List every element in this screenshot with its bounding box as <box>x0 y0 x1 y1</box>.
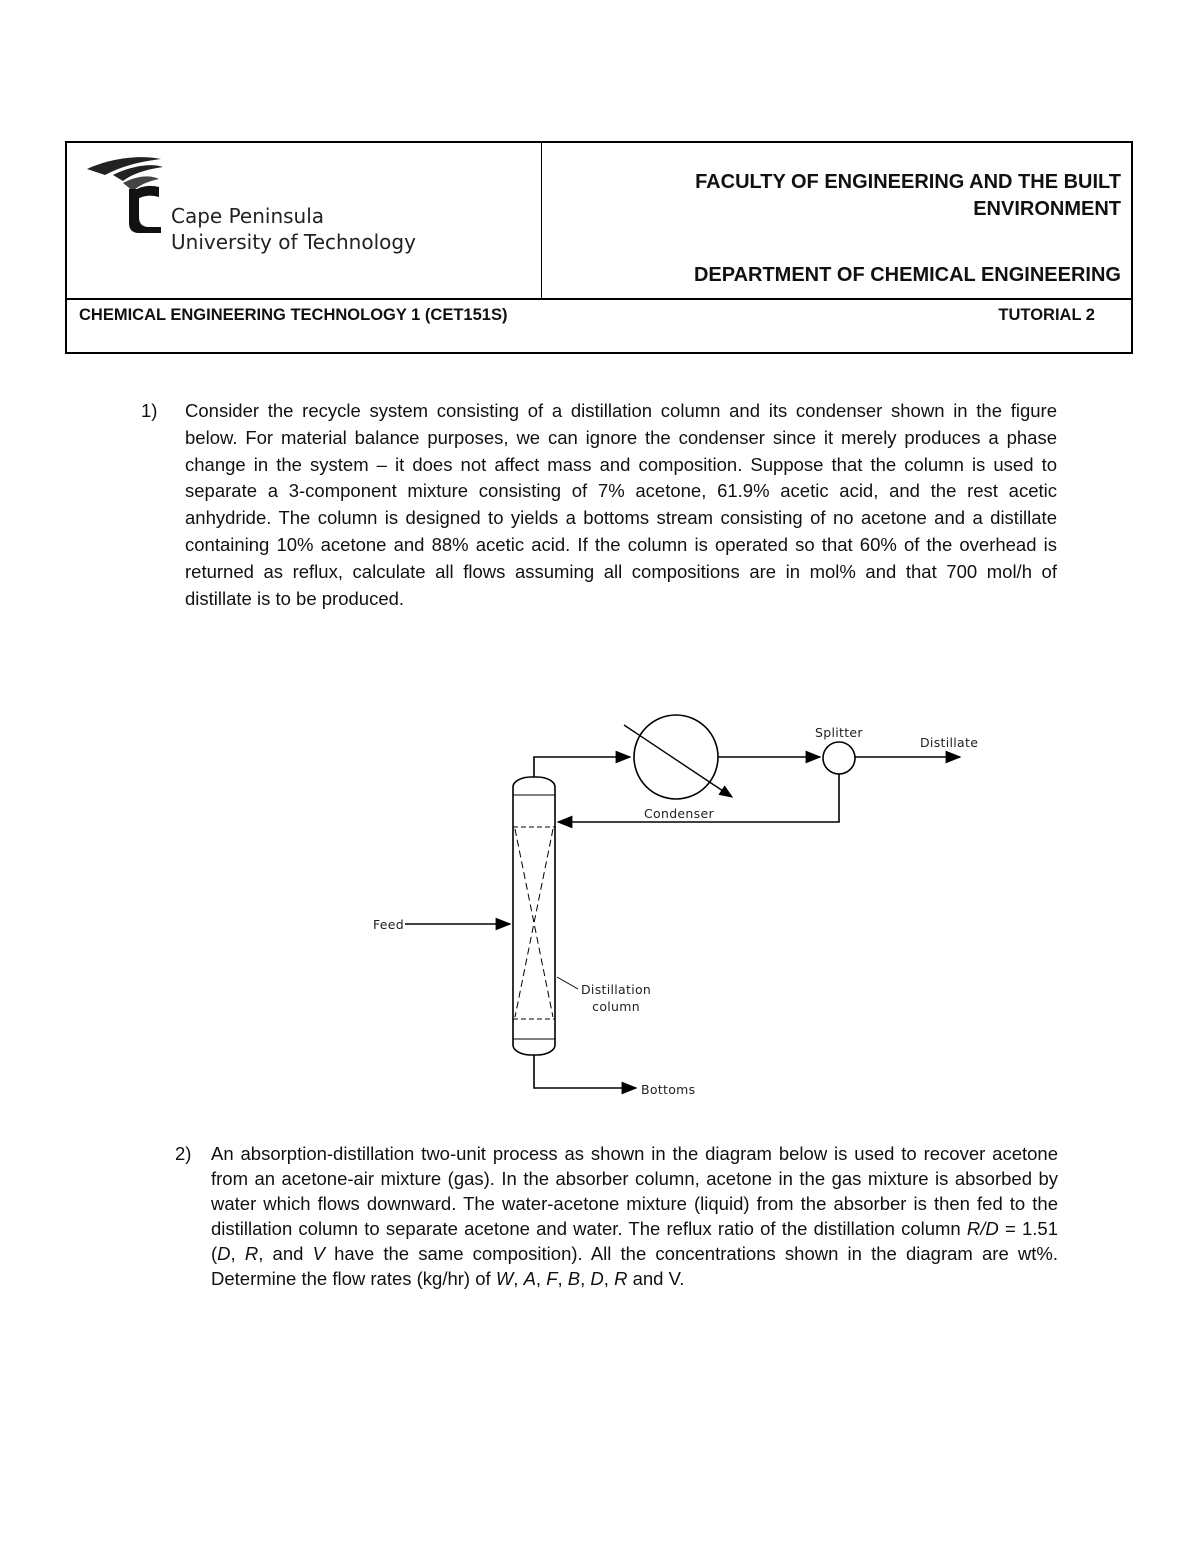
question-1-number: 1) <box>141 400 158 421</box>
distillate-label: Distillate <box>920 735 979 750</box>
condenser <box>634 715 718 799</box>
q2-f: F <box>546 1268 558 1289</box>
question-1-text: Consider the recycle system consisting of a distillation column and its condenser shown in the figure below. For material balance purposes, we can ignore the condenser since it merely produces a phase change in the system – it does not affect mass and composition. Suppose that the column is used to separate a 3-component mixture consisting of 7% acetone, 61.9% acetic acid, and the rest acetic anhydride. The column is designed to yields a bottoms stream consisting of no acetone and a distillate containing 10% acetone and 88% acetic acid. If the column is operated so that 60% of the overhead is returned as reflux, calculate all flows assuming all compositions are in mol% and that 700 mol/h of distillate is to be produced. <box>185 400 1057 609</box>
q2-comma-2: , <box>513 1268 524 1289</box>
q2-v: V <box>312 1243 325 1264</box>
q2-comma-4: , <box>557 1268 568 1289</box>
q2-d: D <box>217 1243 231 1264</box>
condenser-label: Condenser <box>644 806 714 821</box>
q2-d2: D <box>590 1268 604 1289</box>
header-top-row <box>67 143 1131 300</box>
splitter <box>823 742 855 774</box>
q2-b: B <box>567 1268 581 1289</box>
department-title: DEPARTMENT OF CHEMICAL ENGINEERING <box>693 264 1121 286</box>
q2-text-a: An absorption-distillation two-unit process as shown in the diagram below is used to recover acetone from an acetone-air mixture (gas). In the absorber column, acetone in the gas mixture is absorbed by water which flows downward. The water-acetone mixture (liquid) from the absorber is then fed to the distillation column to separate acetone and water. The reflux ratio of the distillation column <box>211 1143 1058 1239</box>
bottoms-label: Bottoms <box>641 1082 696 1097</box>
q2-text-c: , and <box>258 1243 313 1264</box>
distillation-column <box>513 777 555 1055</box>
column-label-line-1: Distillation <box>581 982 652 997</box>
faculty-title <box>581 169 1121 223</box>
q2-comma-6: , <box>603 1268 615 1289</box>
q2-rd: R/D <box>966 1218 999 1239</box>
column-label-line-2: column <box>592 999 640 1014</box>
q2-text-e: and V. <box>627 1268 685 1289</box>
university-logo <box>83 153 443 273</box>
course-title: CHEMICAL ENGINEERING TECHNOLOGY 1 (CET151S) <box>79 306 508 324</box>
q2-text-d: have the same composition). All the concentrations shown in the diagram are wt%. Determine the flow rates (kg/hr) of <box>211 1243 1058 1289</box>
question-2 <box>175 1141 1058 1291</box>
feed-label: Feed <box>373 917 405 932</box>
q2-comma-1: , <box>230 1243 245 1264</box>
bottoms-line <box>534 1055 636 1088</box>
header-column-divider <box>541 143 542 300</box>
question-2-text <box>211 1141 1058 1291</box>
header-table <box>65 141 1133 354</box>
q2-r2: R <box>614 1268 628 1289</box>
splitter-label: Splitter <box>815 725 863 740</box>
faculty-line-1: FACULTY OF ENGINEERING AND THE BUILT <box>695 171 1121 193</box>
question-1 <box>141 398 1057 612</box>
question-2-number: 2) <box>175 1143 192 1164</box>
q2-r: R <box>244 1243 259 1264</box>
faculty-line-2: ENVIRONMENT <box>973 198 1121 220</box>
tutorial-label: TUTORIAL 2 <box>998 306 1095 324</box>
logo-text-line1: Cape Peninsula <box>171 204 325 228</box>
logo-text-line2: University of Technology <box>171 230 416 254</box>
column-label <box>581 981 651 1015</box>
distillation-flow-diagram <box>360 705 1000 1125</box>
q2-comma-3: , <box>535 1268 547 1289</box>
overhead-vapor-line <box>534 757 630 777</box>
q2-comma-5: , <box>580 1268 591 1289</box>
q2-w: W <box>495 1268 514 1289</box>
q2-a: A <box>523 1268 536 1289</box>
q2-text-b: = 1.51 ( <box>211 1218 1059 1264</box>
